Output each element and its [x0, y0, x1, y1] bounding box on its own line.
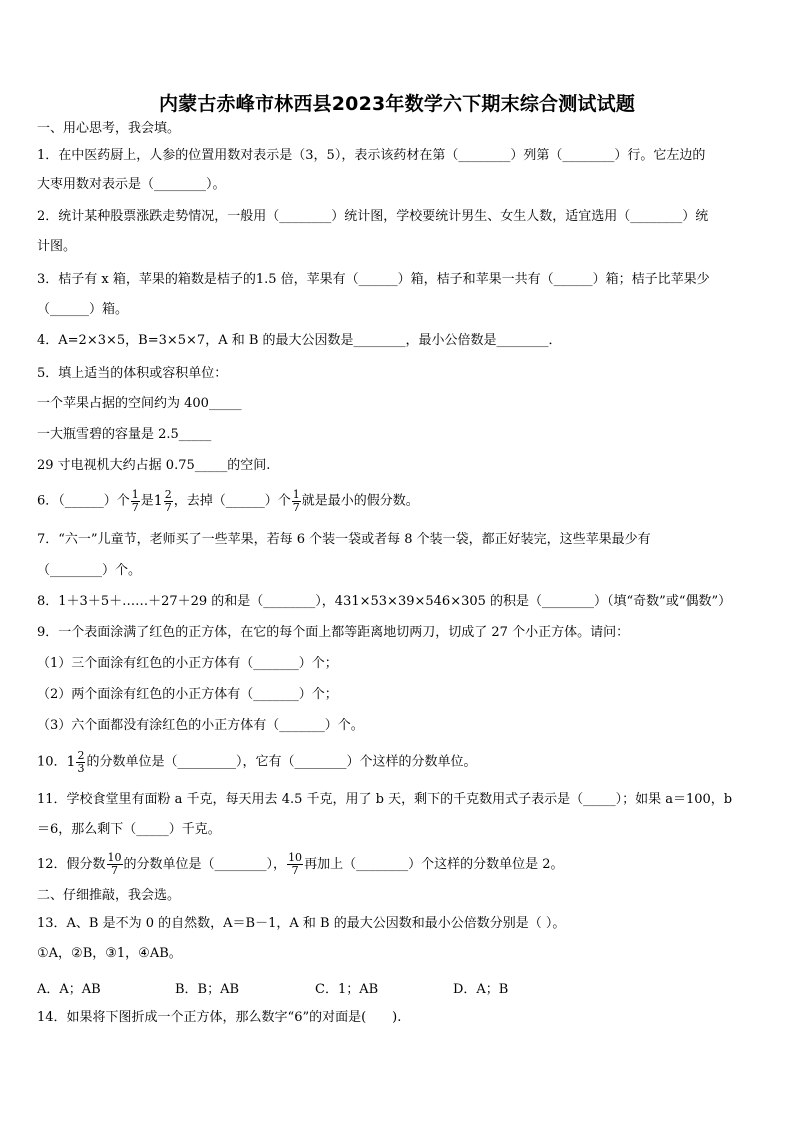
- fraction-one-seventh: [131, 489, 140, 514]
- section-heading-2: 二、仔细推敲，我会选。: [37, 888, 181, 903]
- section-heading-1: 一、用心思考，我会填。: [37, 121, 181, 136]
- question-13: 13．A、B 是不为 0 的自然数，A＝B－1，A 和 B 的最大公因数和最小公倍数分别是（ ）。: [37, 916, 566, 931]
- question-9-part-1: （1）三个面涂有红色的小正方体有（_______）个；: [37, 656, 338, 671]
- denominator: 7: [164, 500, 172, 514]
- question-1-line-2: 大枣用数对表示是（________）。: [37, 177, 226, 192]
- question-11-line-1: 11．学校食堂里有面粉 a 千克，每天用去 4.5 千克，用了 b 天，剩下的千克数用式子表示是（_____）；如果 a＝100，b: [37, 792, 733, 807]
- question-7-line-1: 7．“六一”儿童节，老师买了一些苹果，若每 6 个装一袋或者每 8 个装一袋，都正好装完，这些苹果最少有: [37, 532, 651, 547]
- question-6: [37, 488, 419, 515]
- option-b: B．B；AB: [175, 982, 240, 997]
- question-9-part-3: （3）六个面都没有涂红色的小正方体有（_______）个。: [37, 718, 364, 733]
- numerator: 1: [292, 487, 300, 501]
- question-5-item-1: 一个苹果占据的空间约为 400_____: [37, 396, 242, 411]
- question-14: 14．如果将下图折成一个正方体，那么数字“6”的对面是( ).: [37, 1010, 402, 1025]
- question-10: [37, 748, 476, 777]
- question-5-item-2: 一大瓶雪碧的容量是 2.5_____: [37, 427, 212, 442]
- question-3-line-1: 3．桔子有 x 箱，苹果的箱数是桔子的1.5 倍，苹果有（______）箱，桔子和苹果一共有（______）箱；桔子比苹果少: [37, 272, 710, 287]
- q10-text-2: 的分数单位是（_________），它有（________）个这样的分数单位。: [86, 754, 477, 770]
- question-7-line-2: （________）个。: [37, 563, 142, 578]
- fraction-ten-sevenths: [107, 852, 123, 877]
- q6-text-1: 6．（______）个: [37, 493, 130, 509]
- question-5: 5．填上适当的体积或容积单位：: [37, 366, 228, 381]
- q6-text-2: 是: [140, 493, 154, 509]
- question-1-line-1: 1．在中医药厨上，人参的位置用数对表示是（3，5），表示该药材在第（________）列第（________）行。它左边的: [37, 148, 706, 163]
- q12-text-1: 12．假分数: [37, 857, 106, 872]
- page-title: 内蒙古赤峰市林西县2023年数学六下期末综合测试试题: [158, 93, 636, 115]
- question-9-part-2: （2）两个面涂有红色的小正方体有（_______）个；: [37, 687, 338, 702]
- denominator: 7: [291, 864, 299, 877]
- denominator: 7: [111, 864, 119, 877]
- mixed-whole: 1: [153, 493, 163, 509]
- numerator: 2: [77, 748, 85, 762]
- question-13-items: ①A，②B，③1，④AB。: [37, 946, 182, 961]
- q6-text-3: ，去掉（______）个: [173, 493, 291, 509]
- question-8: 8．1＋3＋5＋……＋27＋29 的和是（________），431×53×39×546×305 的积是（________）（填“奇数”或“偶数”）: [37, 594, 732, 609]
- option-d: D．A；B: [453, 982, 509, 997]
- question-2-line-1: 2．统计某种股票涨跌走势情况，一般用（________）统计图，学校要统计男生、女生人数，适宜选用（________）统: [37, 209, 709, 224]
- denominator: 3: [77, 761, 85, 775]
- mixed-whole: 1: [66, 754, 76, 770]
- q12-text-2: 的分数单位是（________），: [123, 857, 287, 872]
- numerator: 10: [107, 851, 122, 864]
- fraction-one-seventh-2: [292, 489, 301, 514]
- q12-text-3: 再加上（________）个这样的分数单位是 2。: [304, 857, 564, 872]
- question-9: 9．一个表面涂满了红色的正方体，在它的每个面上都等距离地切两刀，切成了 27 个小正方体。请问：: [37, 625, 630, 640]
- numerator: 2: [164, 487, 172, 501]
- fraction-two-sevenths: [164, 489, 173, 514]
- denominator: 7: [131, 500, 139, 514]
- option-c: C．1；AB: [315, 982, 379, 997]
- fraction-ten-sevenths-2: [287, 852, 303, 877]
- question-4: 4．A=2×3×5，B=3×5×7，A 和 B 的最大公因数是________，最小公倍数是________．: [37, 333, 562, 348]
- fraction-two-thirds: [76, 750, 85, 775]
- denominator: 7: [292, 500, 300, 514]
- question-2-line-2: 计图。: [37, 239, 77, 254]
- question-12: [37, 850, 563, 880]
- question-11-line-2: ＝6，那么剩下（_____）千克。: [37, 822, 221, 837]
- q6-text-4: 就是最小的假分数。: [301, 493, 419, 509]
- q10-text-1: 10．: [37, 754, 67, 770]
- numerator: 1: [131, 487, 139, 501]
- option-a: A．A；AB: [37, 982, 101, 997]
- question-3-line-2: （______）箱。: [37, 302, 129, 317]
- question-5-item-3: 29 寸电视机大约占据 0.75_____的空间.: [37, 458, 271, 473]
- numerator: 10: [288, 851, 303, 864]
